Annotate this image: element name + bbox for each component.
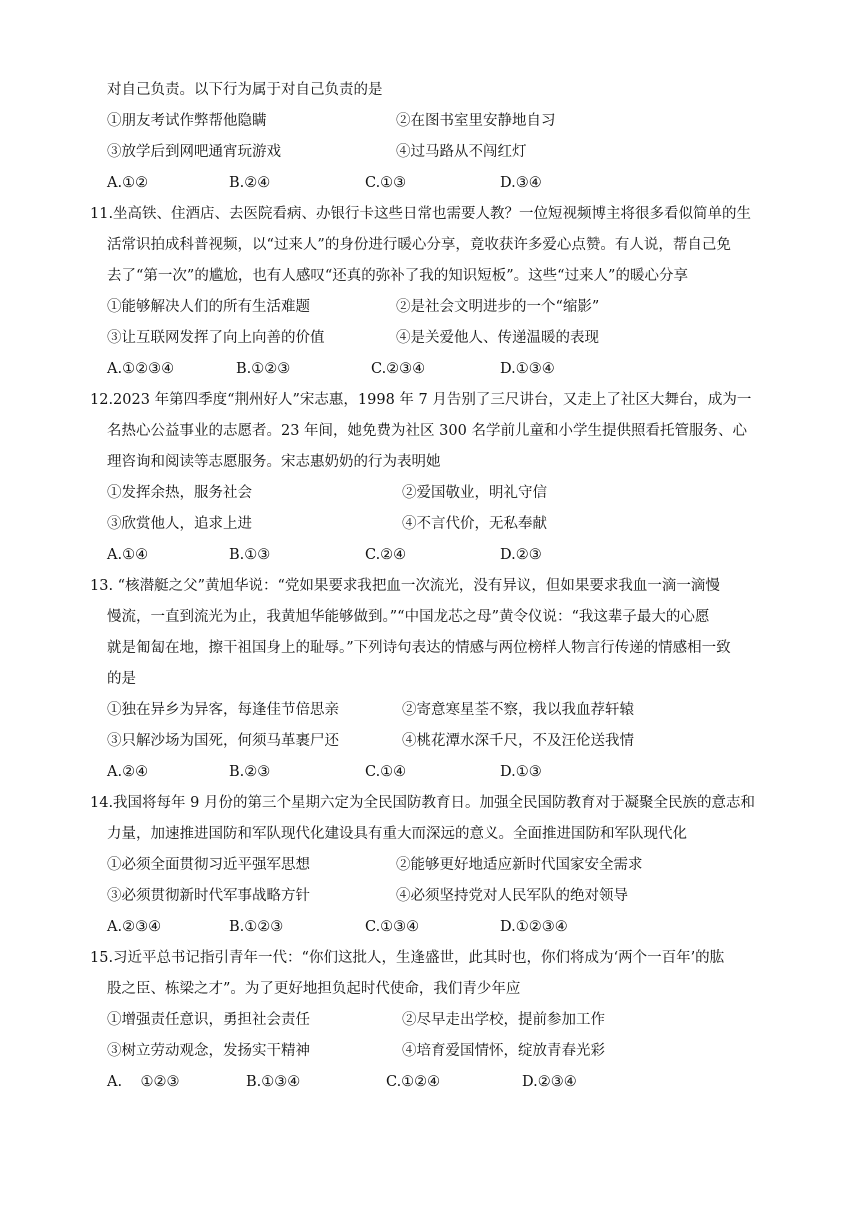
q14-choice-a: A.②③④ bbox=[107, 919, 162, 935]
q11-stem-line-1: 11.坐高铁、住酒店、去医院看病、办银行卡这些日常也需要人教？一位短视频博主将很多看似简单的生 bbox=[90, 206, 752, 222]
q12-stem-line-1: 12.2023 年第四季度“荆州好人”宋志惠，1998 年 7 月告别了三尺讲台，又走上了社区大舞台，成为一 bbox=[90, 392, 752, 408]
q13-item-4: ④桃花潭水深千尺，不及汪伦送我情 bbox=[402, 733, 634, 749]
q15-item-1: ①增强责任意识，勇担社会责任 bbox=[107, 1012, 310, 1028]
q13-item-3: ③只解沙场为国死，何须马革裹尸还 bbox=[107, 733, 339, 749]
q13-choice-a: A.②④ bbox=[107, 764, 149, 780]
q12-choice-a: A.①④ bbox=[107, 547, 149, 563]
q14-stem-line-1: 14.我国将每年 9 月份的第三个星期六定为全民国防教育日。加强全民国防教育对于凝聚全民族的意志和 bbox=[90, 795, 755, 811]
q13-choice-c: C.①④ bbox=[365, 764, 407, 780]
q12-choice-c: C.②④ bbox=[365, 547, 407, 563]
q10-item-4: ④过马路从不闯红灯 bbox=[396, 144, 527, 160]
q11-item-1: ①能够解决人们的所有生活难题 bbox=[107, 299, 310, 315]
q10-choice-a: A.①② bbox=[107, 175, 149, 191]
q14-item-2: ②能够更好地适应新时代国家安全需求 bbox=[396, 857, 643, 873]
q11-stem-line-3: 去了“第一次”的尴尬，也有人感叹“还真的弥补了我的知识短板”。这些“过来人”的暖心分享 bbox=[107, 268, 688, 284]
q12-item-1: ①发挥余热，服务社会 bbox=[107, 485, 252, 501]
q13-choice-b: B.②③ bbox=[229, 764, 271, 780]
q14-choice-c: C.①③④ bbox=[365, 919, 420, 935]
q11-stem-line-2: 活常识拍成科普视频，以“过来人”的身份进行暖心分享，竟收获许多爱心点赞。有人说，帮自己免 bbox=[107, 237, 731, 253]
q12-item-3: ③欣赏他人，追求上进 bbox=[107, 516, 252, 532]
q14-choice-b: B.①②③ bbox=[229, 919, 284, 935]
q12-item-2: ②爱国敬业，明礼守信 bbox=[402, 485, 547, 501]
q10-choice-c: C.①③ bbox=[365, 175, 407, 191]
q10-item-1: ①朋友考试作弊帮他隐瞒 bbox=[107, 113, 267, 129]
q15-choice-d: D.②③④ bbox=[522, 1074, 577, 1090]
q14-item-4: ④必须坚持党对人民军队的绝对领导 bbox=[396, 888, 628, 904]
q13-item-2: ②寄意寒星荃不察，我以我血荐轩辕 bbox=[402, 702, 634, 718]
q10-choice-b: B.②④ bbox=[229, 175, 271, 191]
q15-choice-b: B.①③④ bbox=[246, 1074, 301, 1090]
q11-choice-b: B.①②③ bbox=[236, 361, 291, 377]
q12-choice-d: D.②③ bbox=[500, 547, 542, 563]
q14-stem-line-2: 力量，加速推进国防和军队现代化建设具有重大而深远的意义。全面推进国防和军队现代化 bbox=[107, 826, 687, 842]
q11-choice-d: D.①③④ bbox=[500, 361, 555, 377]
q11-choice-c: C.②③④ bbox=[371, 361, 426, 377]
q14-item-1: ①必须全面贯彻习近平强军思想 bbox=[107, 857, 310, 873]
q12-stem-line-3: 理咨询和阅读等志愿服务。宋志惠奶奶的行为表明她 bbox=[107, 454, 441, 470]
q11-item-4: ④是关爱他人、传递温暖的表现 bbox=[396, 330, 599, 346]
q15-choice-a: A. ①②③ bbox=[107, 1074, 180, 1090]
q13-stem-line-3: 就是匍匐在地，擦干祖国身上的耻辱。”下列诗句表达的情感与两位榜样人物言行传递的情感相一致 bbox=[107, 640, 731, 656]
q12-item-4: ④不言代价，无私奉献 bbox=[402, 516, 547, 532]
q15-stem-line-1: 15.习近平总书记指引青年一代：“你们这批人，生逢盛世，此其时也，你们将成为‘两个一百年’的肱 bbox=[90, 950, 725, 966]
q10-item-2: ②在图书室里安静地自习 bbox=[396, 113, 556, 129]
q10-stem-continued: 对自己负责。以下行为属于对自己负责的是 bbox=[107, 82, 383, 98]
q10-choice-d: D.③④ bbox=[500, 175, 542, 191]
q15-choice-c: C.①②④ bbox=[386, 1074, 441, 1090]
q11-item-3: ③让互联网发挥了向上向善的价值 bbox=[107, 330, 325, 346]
q10-item-3: ③放学后到网吧通宵玩游戏 bbox=[107, 144, 281, 160]
q15-item-3: ③树立劳动观念，发扬实干精神 bbox=[107, 1043, 310, 1059]
q11-item-2: ②是社会文明进步的一个“缩影” bbox=[396, 299, 600, 315]
q15-item-4: ④培育爱国情怀，绽放青春光彩 bbox=[402, 1043, 605, 1059]
q14-choice-d: D.①②③④ bbox=[500, 919, 568, 935]
q14-item-3: ③必须贯彻新时代军事战略方针 bbox=[107, 888, 310, 904]
q13-stem-line-1: 13. “核潜艇之父”黄旭华说：“党如果要求我把血一次流光，没有异议，但如果要求我血一滴一滴慢 bbox=[90, 578, 720, 594]
q13-stem-line-4: 的是 bbox=[107, 671, 136, 687]
q12-choice-b: B.①③ bbox=[229, 547, 271, 563]
q13-choice-d: D.①③ bbox=[500, 764, 542, 780]
q15-item-2: ②尽早走出学校，提前参加工作 bbox=[402, 1012, 605, 1028]
q13-stem-line-2: 慢流，一直到流光为止，我黄旭华能够做到。”“中国龙芯之母”黄令仪说：“我这辈子最大的心愿 bbox=[107, 609, 710, 625]
q15-stem-line-2: 股之臣、栋梁之才”。为了更好地担负起时代使命，我们青少年应 bbox=[107, 981, 521, 997]
q11-choice-a: A.①②③④ bbox=[107, 361, 175, 377]
q12-stem-line-2: 名热心公益事业的志愿者。23 年间，她免费为社区 300 名学前儿童和小学生提供照看托管服务、心 bbox=[107, 423, 747, 439]
q13-item-1: ①独在异乡为异客，每逢佳节倍思亲 bbox=[107, 702, 339, 718]
